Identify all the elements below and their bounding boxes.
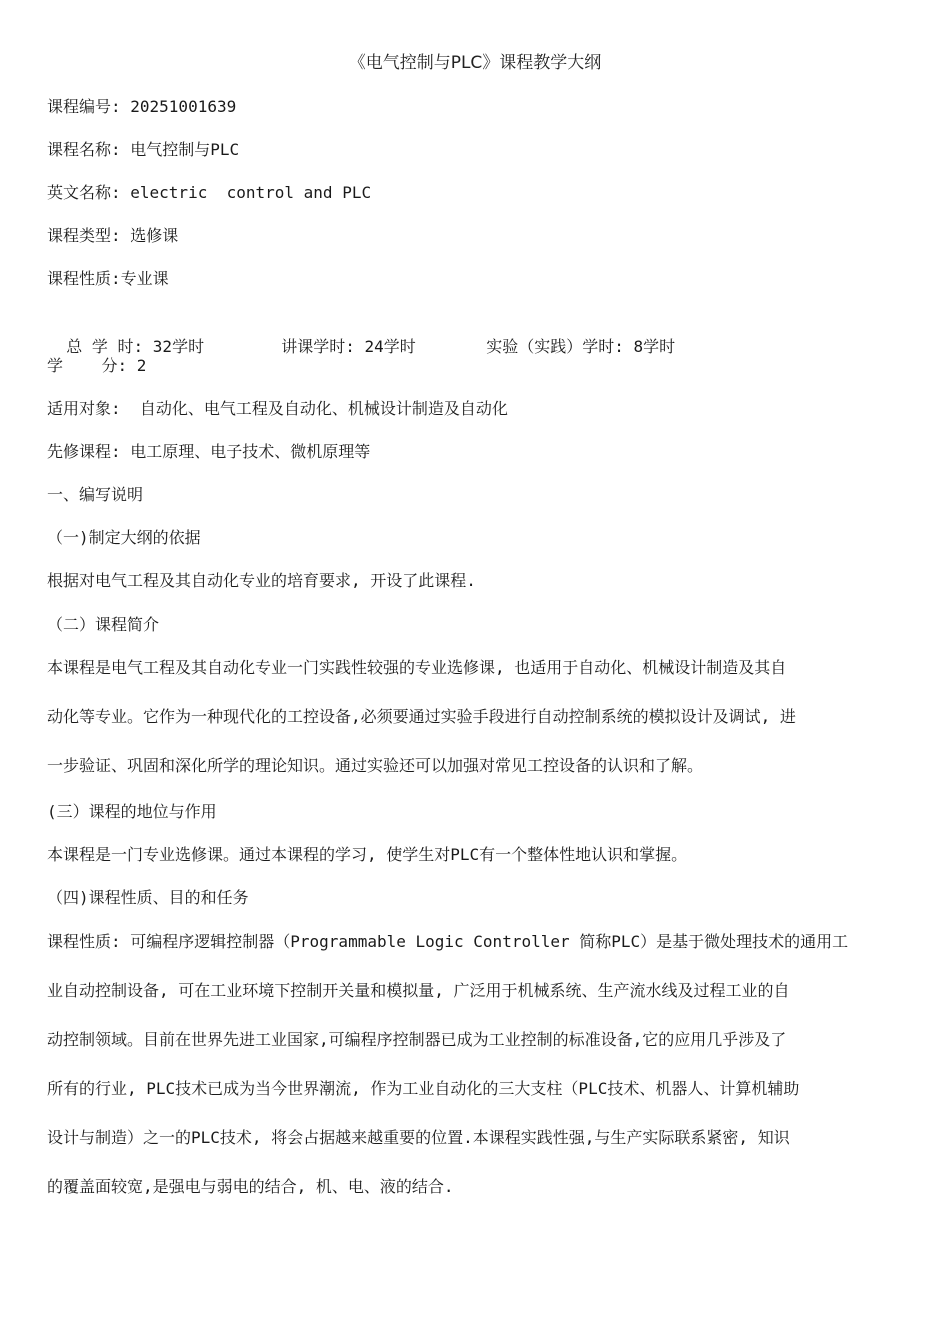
- subsection-heading: （二）课程简介: [47, 615, 160, 634]
- course-nature: 课程性质:专业课: [47, 269, 169, 288]
- course-type: 课程类型: 选修课: [47, 226, 179, 245]
- hours-lecture: 讲课学时: 24学时: [281, 337, 416, 356]
- paragraph-line: 本课程是电气工程及其自动化专业一门实践性较强的专业选修课, 也适用于自动化、机械设计制造及其自: [47, 658, 787, 677]
- target-audience: 适用对象: 自动化、电气工程及自动化、机械设计制造及自动化: [47, 399, 508, 418]
- credits: 学 分: 2: [47, 356, 147, 375]
- course-name: 课程名称: 电气控制与PLC: [47, 140, 240, 159]
- subsection-heading: （四)课程性质、目的和任务: [47, 888, 249, 907]
- paragraph: 本课程是一门专业选修课。通过本课程的学习, 使学生对PLC有一个整体性地认识和掌握。: [47, 845, 688, 864]
- paragraph-line: 的覆盖面较宽,是强电与弱电的结合, 机、电、液的结合.: [47, 1177, 454, 1196]
- english-name: 英文名称: electric control and PLC: [47, 183, 372, 202]
- paragraph-line: 设计与制造）之一的PLC技术, 将会占据越来越重要的位置.本课程实践性强,与生产实际联系紧密, 知识: [47, 1128, 790, 1147]
- paragraph: 根据对电气工程及其自动化专业的培育要求, 开设了此课程.: [47, 571, 476, 590]
- prerequisites: 先修课程: 电工原理、电子技术、微机原理等: [47, 442, 371, 461]
- paragraph-line: 一步验证、巩固和深化所学的理论知识。通过实验还可以加强对常见工控设备的认识和了解。: [47, 756, 704, 775]
- paragraph-line: 动控制领域。目前在世界先进工业国家,可编程序控制器已成为工业控制的标准设备,它的应用几乎涉及了: [47, 1030, 787, 1049]
- hours-total: 总 学 时: 32学时: [66, 337, 205, 356]
- course-code: 课程编号: 20251001639: [47, 97, 237, 116]
- paragraph-line: 所有的行业, PLC技术已成为当今世界潮流, 作为工业自动化的三大支柱（PLC技术、机器人、计算机辅助: [47, 1079, 800, 1098]
- hours-row: [47, 311, 675, 359]
- section-heading: 一、编写说明: [47, 485, 144, 504]
- hours-lab: 实验（实践）学时: 8学时: [486, 337, 676, 356]
- subsection-heading: （一)制定大纲的依据: [47, 528, 201, 547]
- paragraph-line: 课程性质: 可编程序逻辑控制器（Programmable Logic Controller 简称PLC）是基于微处理技术的通用工: [47, 932, 849, 951]
- subsection-heading: (三）课程的地位与作用: [47, 802, 217, 821]
- paragraph-course-intro: [47, 656, 905, 803]
- paragraph-line: 动化等专业。它作为一种现代化的工控设备,必须要通过实验手段进行自动控制系统的模拟设计及调试, 进: [47, 707, 796, 726]
- document-title: 《电气控制与PLC》课程教学大纲: [348, 53, 602, 73]
- paragraph-course-nature: [47, 930, 905, 1224]
- paragraph-line: 业自动控制设备, 可在工业环境下控制开关量和模拟量, 广泛用于机械系统、生产流水线及过程工业的自: [47, 981, 790, 1000]
